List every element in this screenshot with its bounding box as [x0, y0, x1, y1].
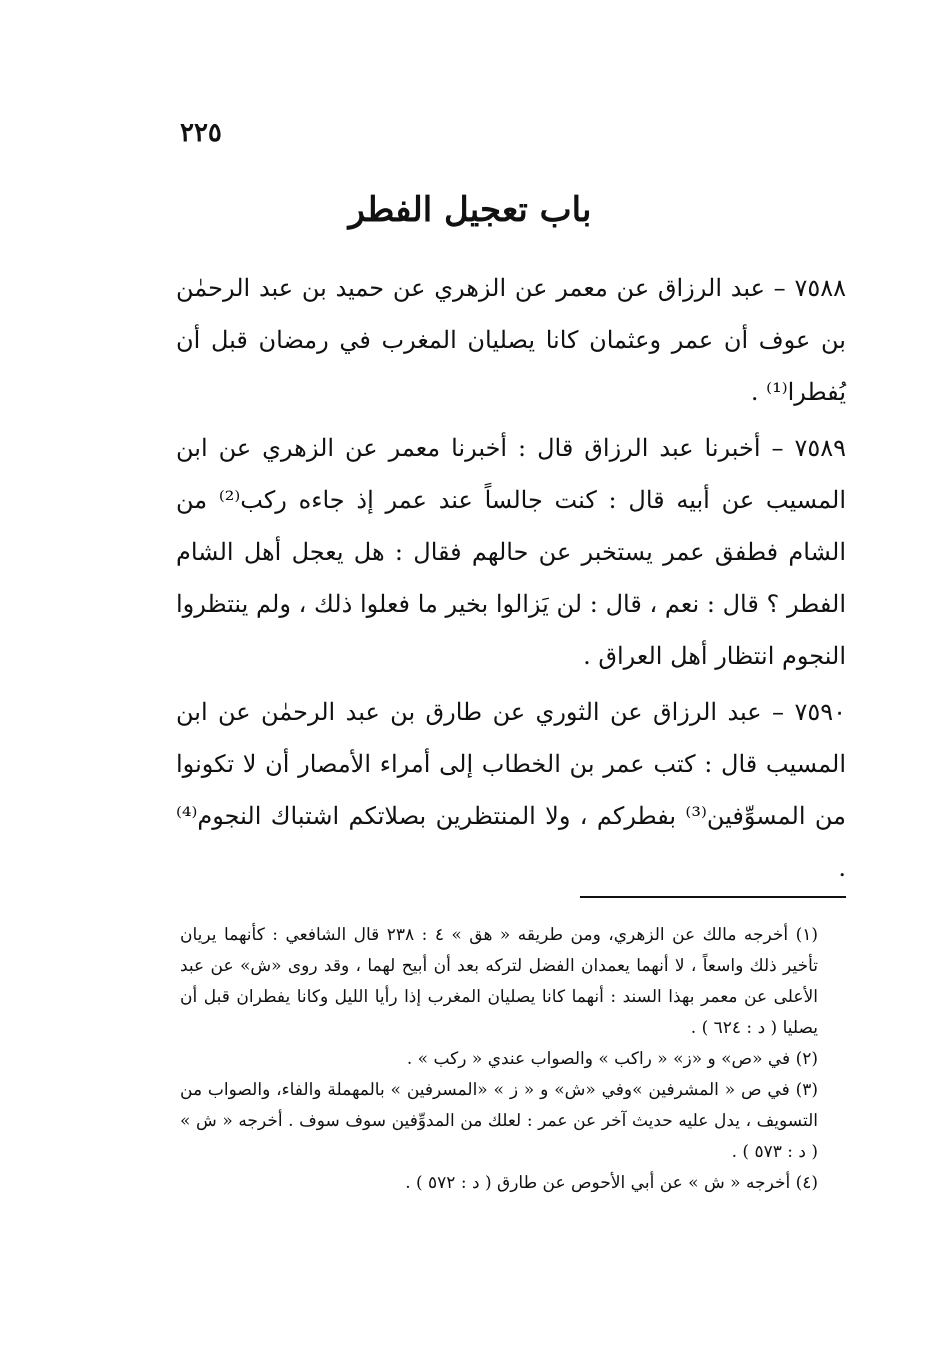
footnote-2: (٢) في «ص» و «ز» « راكب » والصواب عندي « ركب » .: [406, 1049, 818, 1069]
footnotes: [180, 920, 846, 1199]
hadith-7589: [176, 422, 846, 682]
hadith-text: ٧٥٩٠ – عبد الرزاق عن الثوري عن طارق بن عبد الرحمٰن عن ابن المسيب قال : كتب عمر بن الخطاب إلى أمراء الأمصار أن لا تكونوا من المسوِّفين⁽³⁾ بفطركم ، ولا المنتظرين بصلاتكم اشتباك النجوم⁽⁴⁾ .: [176, 698, 846, 882]
hadith-7590: [176, 686, 846, 894]
footnote-divider: [580, 896, 846, 898]
footnote-3: (٣) في ص « المشرفين »وفي «ش» و « ز » «المسرفين » بالمهملة والفاء، والصواب من التسويف ، يدل عليه حديث آخر عن عمر : لعلك من المدوِّفين سوف سوف . أخرجه « ش » ( د : ٥٧٣ ) .: [180, 1080, 818, 1162]
footnote-4: (٤) أخرجه « ش » عن أبي الأحوص عن طارق ( د : ٥٧٢ ) .: [405, 1173, 818, 1193]
hadith-text: ٧٥٨٩ – أخبرنا عبد الرزاق قال : أخبرنا معمر عن الزهري عن ابن المسيب عن أبيه قال : كنت جالساً عند عمر إذ جاءه ركب⁽²⁾ من الشام فطفق عمر يستخبر عن حالهم فقال : هل يعجل أهل الشام الفطر ؟ قال : نعم ، قال : لن يَزالوا بخير ما فعلوا ذلك ، ولم ينتظروا النجوم انتظار أهل العراق .: [176, 434, 846, 670]
chapter-title: باب تعجيل الفطر: [348, 190, 592, 230]
page-number: ٢٢٥: [180, 118, 222, 148]
hadith-text: ٧٥٨٨ – عبد الرزاق عن معمر عن الزهري عن حميد بن عبد الرحمٰن بن عوف أن عمر وعثمان كانا يصليان المغرب في رمضان قبل أن يُفطرا⁽¹⁾ .: [176, 274, 846, 406]
hadith-7588: [176, 262, 846, 418]
footnote-1: (١) أخرجه مالك عن الزهري، ومن طريقه « هق » ٤ : ٢٣٨ قال الشافعي : كأنهما يريان تأخير ذلك واسعاً ، لا أنهما يعمدان الفضل لتركه بعد أن أبيح لهما ، وقد روى «ش» عن عبد الأعلى عن معمر بهذا السند : أنهما كانا يصليان المغرب إذا رأيا الليل وكانا يفطران قبل أن يصليا ( د : ٦٢٤ ) .: [180, 925, 818, 1038]
